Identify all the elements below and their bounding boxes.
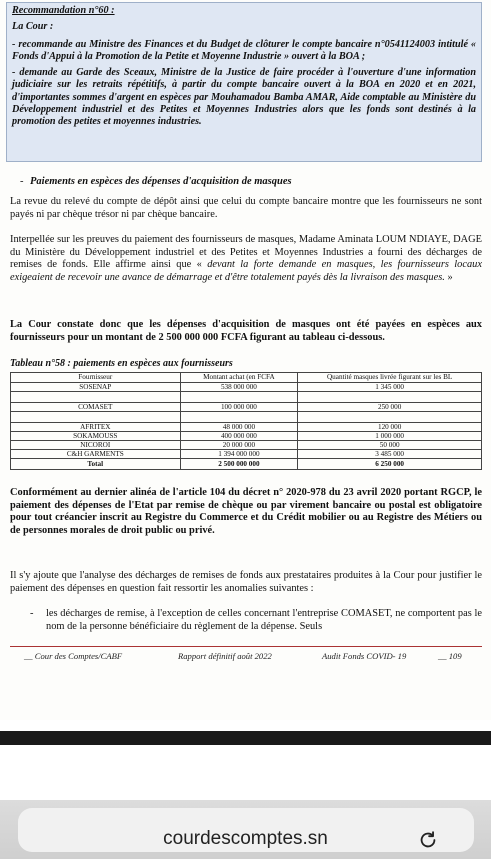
table-total-row: [11, 459, 482, 470]
table-row: [11, 403, 482, 412]
cell-quantity: [298, 392, 482, 403]
paragraph-2-end: »: [444, 271, 453, 283]
cell-amount: 100 000 000: [180, 403, 298, 412]
suppliers-table: [10, 372, 482, 470]
header-supplier: Fournisseur: [11, 373, 181, 383]
cell-amount: [180, 392, 298, 403]
cell-supplier: COMASET: [11, 403, 181, 412]
paragraph-2: [10, 234, 482, 284]
paragraph-3: La Cour constate donc que les dépenses d'acquisition de masques ont été payées en espèces aux fournisseurs pour un montant de 2 500 000 000 FCFA figurant au tableau ci-dessous.: [10, 319, 482, 343]
cell-quantity: 120 000: [298, 423, 482, 432]
cell-amount: [180, 412, 298, 423]
paragraph-1: La revue du relevé du compte de dépôt ainsi que celui du compte bancaire montre que les fournisseurs ne sont payés ni par chèque trésor ni par chèque bancaire.: [10, 196, 482, 220]
table-row: [11, 450, 482, 459]
cell-supplier: [11, 392, 181, 403]
address-url[interactable]: courdescomptes.sn: [163, 828, 328, 849]
table-row: [11, 441, 482, 450]
cell-quantity: [298, 412, 482, 423]
table-row: [11, 392, 482, 403]
cell-supplier: AFRITEX: [11, 423, 181, 432]
bullet-item: [30, 608, 482, 633]
table-row: [11, 432, 482, 441]
cell-supplier: [11, 412, 181, 423]
section-heading-text: Paiements en espèces des dépenses d'acquisition de masques: [30, 176, 292, 187]
footer-left: __ Cour des Comptes/CABF: [24, 651, 123, 661]
cell-supplier: SOKAMOUSS: [11, 432, 181, 441]
cell-supplier: C&H GARMENTS: [11, 450, 181, 459]
page-footer: [10, 646, 482, 661]
recommendation-paragraph-1: - recommande au Ministre des Finances et du Budget de clôturer le compte bancaire n°0541124003 intitulé « Fonds d'Appui à la Promotion de la Petite et Moyenne Industrie » ouvert à la BOA ;: [12, 38, 476, 62]
table-header-row: [11, 373, 482, 383]
recommendation-paragraph-2: - demande au Garde des Sceaux, Ministre de la Justice de faire procéder à l'ouverture d'une information judiciaire sur les retraits répétitifs, à partir du compte bancaire ouvert à la BOA en 2020 et en 2021, d'importantes sommes d'argent en espèces par Mouhamadou Bamba AMAR, Aide comptable au Ministère du Développement industriel et des Petites et Moyennes Industries alors que les fonds sont destinés à la promotion des petites et moyennes industries.: [12, 67, 476, 128]
section-dash: -: [20, 176, 24, 187]
cell-quantity: 1 000 000: [298, 432, 482, 441]
cell-amount: 48 000 000: [180, 423, 298, 432]
footer-right: Audit Fonds COVID- 19: [322, 651, 407, 661]
reload-icon[interactable]: [417, 829, 439, 851]
table-row: [11, 383, 482, 392]
cell-total-label: Total: [11, 459, 181, 470]
cell-quantity: 250 000: [298, 403, 482, 412]
cell-total-amount: 2 500 000 000: [180, 459, 298, 470]
table-title: Tableau n°58 : paiements en espèces aux fournisseurs: [10, 358, 233, 369]
cell-quantity: 1 345 000: [298, 383, 482, 392]
footer-page-number: __ 109: [438, 651, 462, 661]
header-quantity: Quantité masques livrée figurant sur les BL: [298, 373, 482, 383]
cell-amount: 1 394 000 000: [180, 450, 298, 459]
cell-supplier: NICOROI: [11, 441, 181, 450]
section-heading: [20, 176, 292, 187]
header-amount: Montant achat (en FCFA: [180, 373, 298, 383]
recommendation-title: Recommandation n°60 :: [12, 5, 115, 16]
cell-quantity: 50 000: [298, 441, 482, 450]
dark-band: [0, 731, 491, 745]
paragraph-4: Conformément au dernier alinéa de l'article 104 du décret n° 2020-978 du 23 avril 2020 portant RGCP, le paiement des dépenses de l'Etat par remise de chèque ou par virement bancaire ou postal est obligatoire pour tout créancier inscrit au Registre du Commerce et du Crédit mobilier ou au Registre des Métiers ou de personnes morales de droit public ou privé.: [10, 487, 482, 536]
bullet-text: les décharges de remise, à l'exception de celles concernant l'entreprise COMASET, ne comportent pas le nom de la personne bénéficiaire du règlement de la dépense. Seuls: [46, 608, 482, 632]
cell-amount: 20 000 000: [180, 441, 298, 450]
cell-supplier: SOSENAP: [11, 383, 181, 392]
la-cour-label: La Cour :: [12, 21, 54, 33]
cell-total-quantity: 6 250 000: [298, 459, 482, 470]
recommendation-box: [6, 2, 482, 162]
table-row: [11, 423, 482, 432]
footer-center: Rapport définitif août 2022: [178, 651, 272, 661]
cell-quantity: 3 485 000: [298, 450, 482, 459]
cell-amount: 538 000 000: [180, 383, 298, 392]
bullet-dash: -: [30, 608, 34, 619]
cell-amount: 400 000 000: [180, 432, 298, 441]
paragraph-5: Il s'y ajoute que l'analyse des décharges de remises de fonds aux prestataires produites à la Cour pour justifier le paiement des dépenses en question fait ressortir les anomalies suivantes :: [10, 570, 482, 594]
paragraph-2-quote: devant la forte demande en masques, les fournisseurs locaux exigeaient de recevoir une avance de démarrage et d'être totalement payés dès la livraison des masques.: [10, 259, 482, 283]
paragraph-2-start: Interpellée sur les preuves du paiement des fournisseurs de masques, Madame Aminata LOUM NDIAYE, DAGE du Ministère du Développement industriel et des Petites et Moyennes Industries a fourni des décharges de remises de fonds. Elle affirme ainsi que «: [10, 234, 482, 271]
table-row: [11, 412, 482, 423]
